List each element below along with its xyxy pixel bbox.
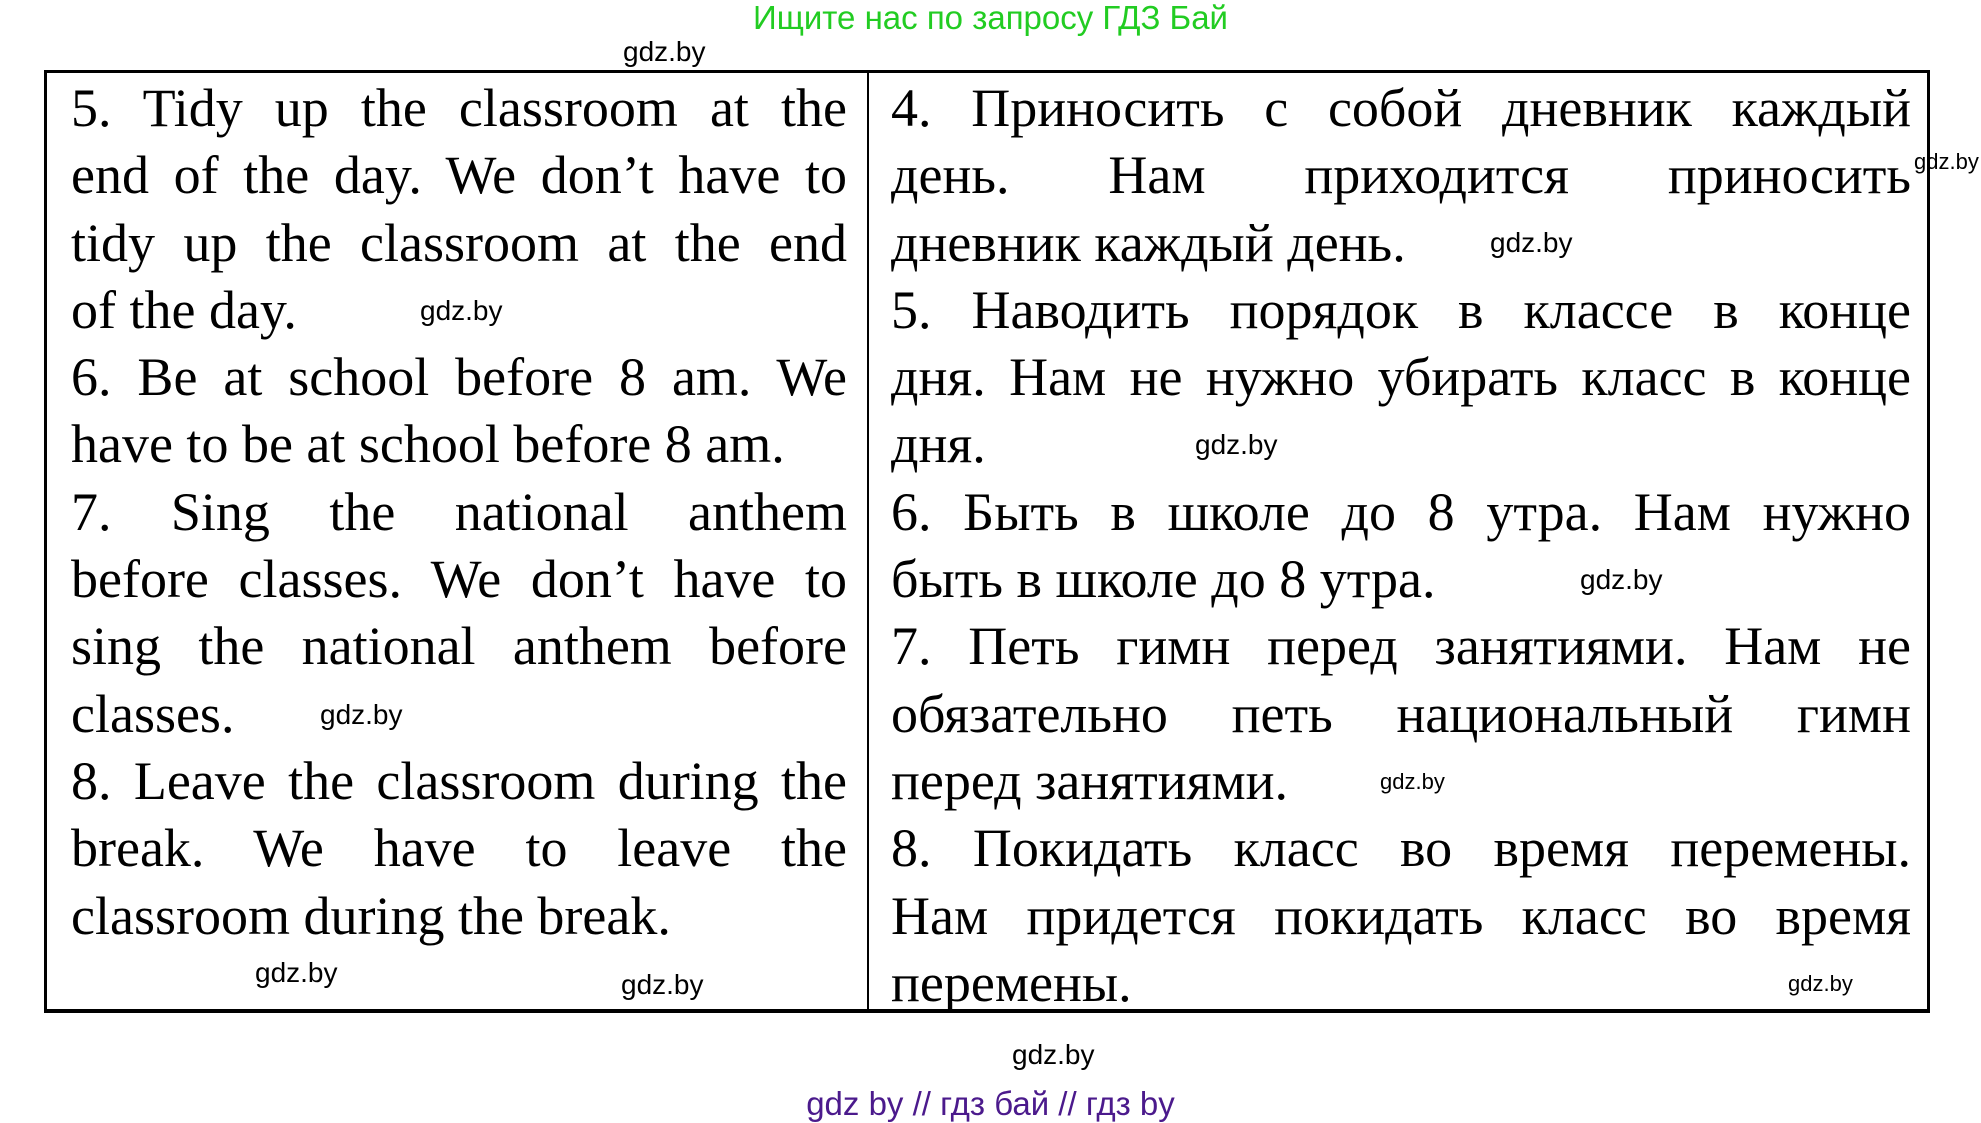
watermark: gdz.by bbox=[255, 957, 338, 988]
watermark: gdz.by bbox=[1580, 564, 1663, 595]
watermark: gdz.by bbox=[623, 36, 706, 67]
text-line: Нам придется покидать класс во время bbox=[891, 885, 1911, 946]
text-line: classes. bbox=[71, 683, 235, 744]
text-line: 7. Петь гимн перед занятиями. Нам не bbox=[891, 616, 1911, 677]
text-line: 6. Be at school before 8 am. We bbox=[71, 347, 847, 408]
watermark: gdz.by bbox=[1380, 769, 1445, 794]
watermark: gdz.by bbox=[1195, 429, 1278, 460]
text-line: дневник каждый день. bbox=[891, 212, 1406, 273]
watermark: gdz.by bbox=[1012, 1039, 1095, 1070]
text-line: день. Нам приходится приносить bbox=[891, 145, 1911, 206]
text-line: дня. Нам не нужно убирать класс в конце bbox=[891, 347, 1911, 408]
text-line: 8. Покидать класс во время перемены. bbox=[891, 818, 1911, 879]
text-line: tidy up the classroom at the end bbox=[71, 212, 847, 273]
watermark: gdz.by bbox=[320, 699, 403, 730]
text-line: end of the day. We don’t have to bbox=[71, 145, 847, 206]
text-line: 7. Sing the national anthem bbox=[71, 481, 847, 542]
watermark: gdz.by bbox=[1788, 971, 1853, 996]
text-line: 5. Наводить порядок в классе в конце bbox=[891, 279, 1911, 340]
text-line: перед занятиями. bbox=[891, 750, 1289, 811]
text-line: 4. Приносить с собой дневник каждый bbox=[891, 78, 1911, 138]
text-line: дня. bbox=[891, 414, 986, 475]
text-line: перемены. bbox=[891, 952, 1132, 1013]
russian-column bbox=[891, 75, 1911, 1017]
text-line: have to be at school before 8 am. bbox=[71, 414, 785, 475]
text-line: classroom during the break. bbox=[71, 885, 671, 946]
text-line: 5. Tidy up the classroom at the bbox=[71, 78, 847, 138]
footer-links[interactable]: gdz by // гдз бай // гдз by bbox=[806, 1085, 1175, 1122]
text-line: of the day. bbox=[71, 279, 297, 340]
text-line: быть в школе до 8 утра. bbox=[891, 549, 1436, 610]
text-line: 6. Быть в школе до 8 утра. Нам нужно bbox=[891, 481, 1911, 542]
text-line: обязательно петь национальный гимн bbox=[891, 683, 1911, 744]
watermark: gdz.by bbox=[621, 969, 704, 1000]
watermark: gdz.by bbox=[420, 295, 503, 326]
search-hint: Ищите нас по запросу ГДЗ Бай bbox=[753, 0, 1228, 36]
text-line: 8. Leave the classroom during the bbox=[71, 750, 847, 811]
answer-table bbox=[44, 70, 1930, 1013]
column-divider bbox=[867, 73, 869, 1009]
watermark: gdz.by bbox=[1490, 227, 1573, 258]
text-line: sing the national anthem before bbox=[71, 616, 847, 677]
text-line: break. We have to leave the bbox=[71, 818, 847, 879]
english-column bbox=[71, 75, 847, 950]
watermark: gdz.by bbox=[1914, 149, 1979, 174]
text-line: before classes. We don’t have to bbox=[71, 549, 847, 610]
